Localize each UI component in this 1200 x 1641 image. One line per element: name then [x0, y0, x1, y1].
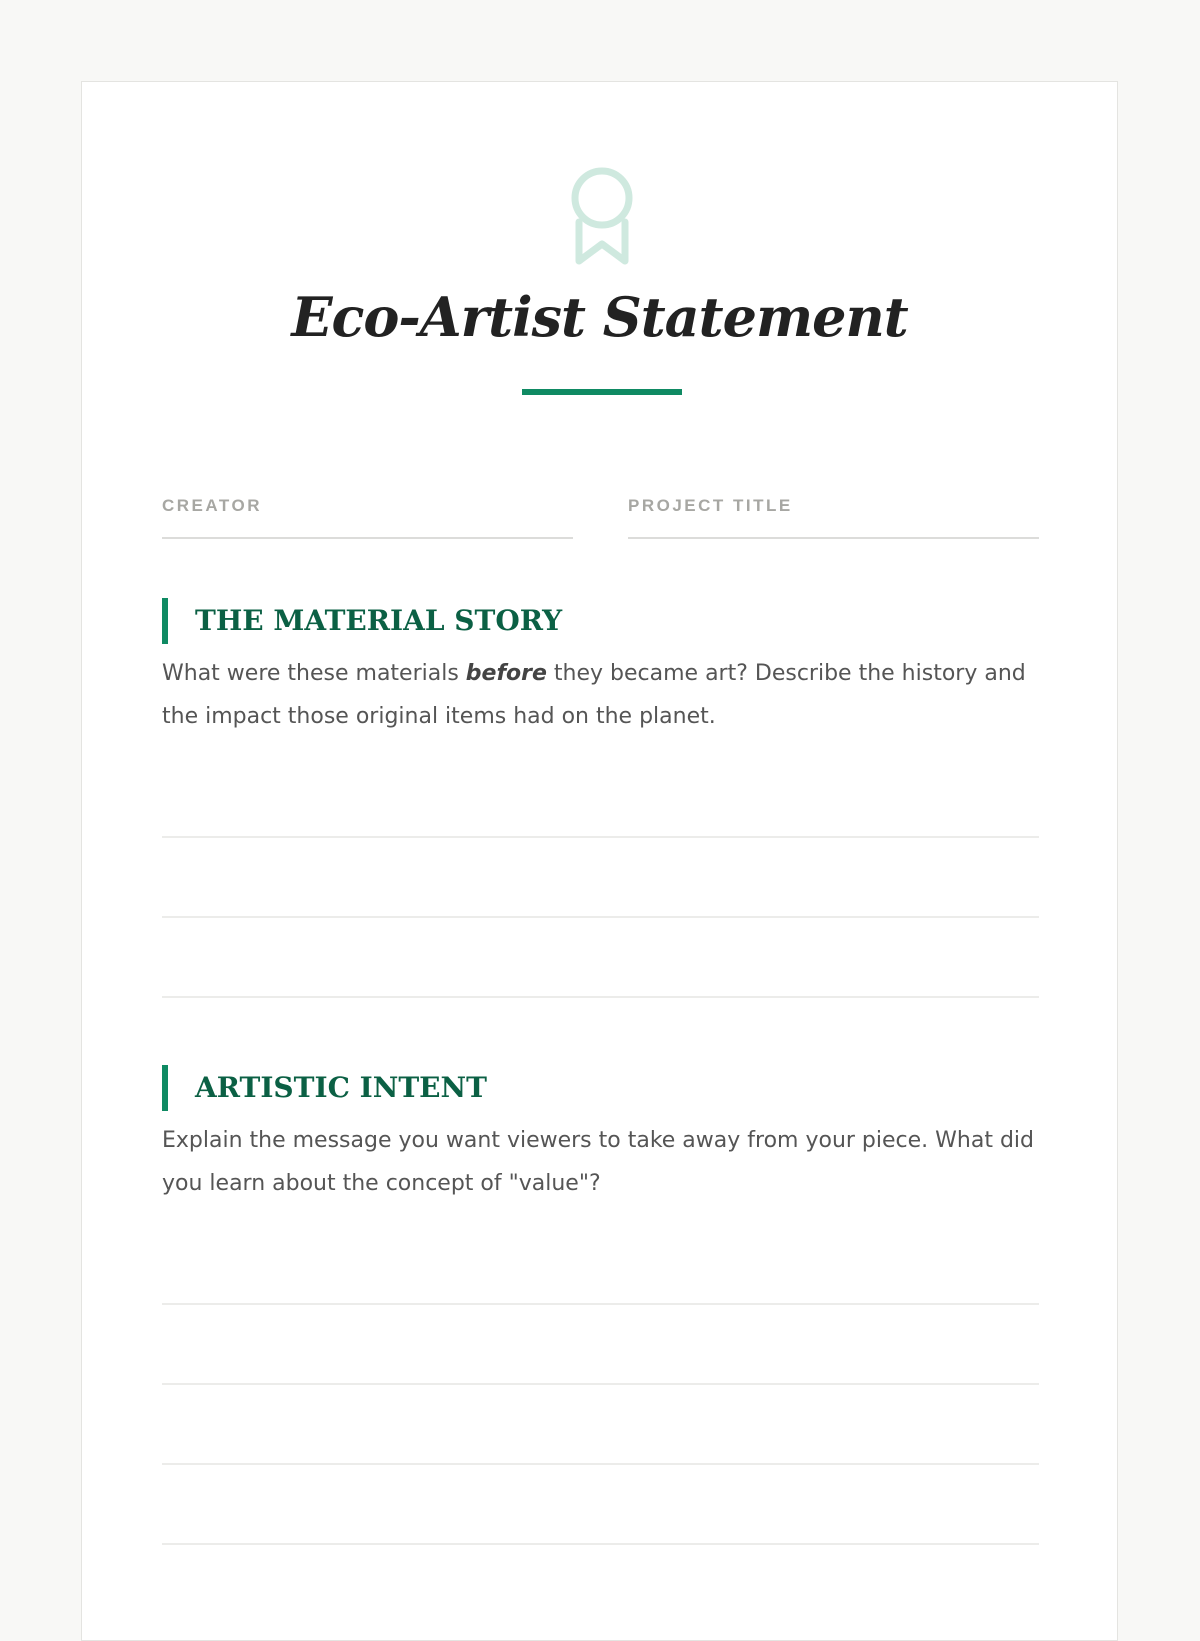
section-heading: THE MATERIAL STORY: [195, 604, 563, 637]
statement-sheet: [81, 81, 1118, 1641]
section-accent-bar: [162, 1065, 168, 1111]
section-artistic-intent: [162, 1065, 1032, 1111]
creator-field[interactable]: [162, 487, 573, 539]
artistic-intent-prompt: Explain the message you want viewers to take away from your piece. What did you learn about the concept of "value"?: [162, 1128, 1034, 1196]
title-underline: [522, 389, 682, 395]
award-ribbon-icon: [567, 166, 637, 266]
answer-line[interactable]: [162, 1383, 1039, 1385]
page-title: Eco-Artist Statement: [291, 285, 908, 349]
section-material-story: [162, 598, 1032, 644]
answer-line[interactable]: [162, 996, 1039, 998]
prompt-text: What were these materials: [162, 661, 466, 686]
answer-line[interactable]: [162, 1303, 1039, 1305]
answer-line[interactable]: [162, 1463, 1039, 1465]
material-story-prompt: [162, 652, 1042, 738]
section-heading: ARTISTIC INTENT: [195, 1071, 487, 1104]
answer-line[interactable]: [162, 836, 1039, 838]
creator-label: CREATOR: [162, 496, 262, 515]
prompt-emphasis: before: [465, 661, 547, 686]
project-title-field[interactable]: [628, 487, 1039, 539]
project-title-label: PROJECT TITLE: [628, 496, 793, 515]
section-accent-bar: [162, 598, 168, 644]
answer-line[interactable]: [162, 1543, 1039, 1545]
answer-line[interactable]: [162, 916, 1039, 918]
prompt-text: they became art? Describe the history and the impact those original items had on the planet.: [162, 661, 1026, 729]
